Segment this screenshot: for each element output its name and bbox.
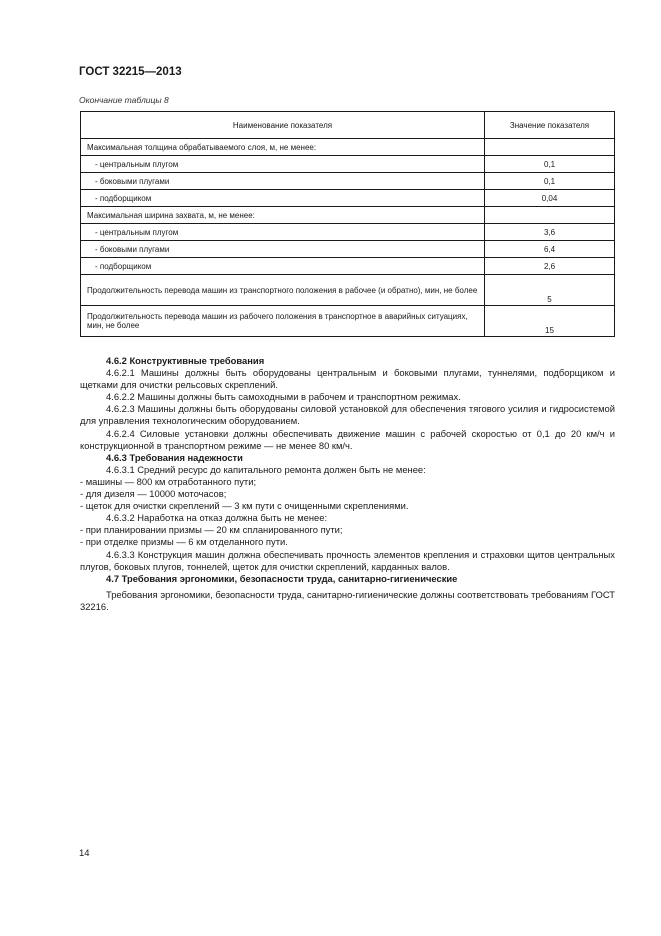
list-item: - машины — 800 км отработанного пути; <box>80 475 257 487</box>
row-name: Максимальная толщина обрабатываемого слоя, м, не менее: <box>81 139 485 156</box>
table-row <box>81 258 615 275</box>
list-item: - при отделке призмы — 6 км отделанного пути. <box>80 536 288 548</box>
column-header-name: Наименование показателя <box>81 112 485 139</box>
row-name: - подборщиком <box>81 258 485 275</box>
row-name: - боковыми плугами <box>81 173 485 190</box>
row-name: Максимальная ширина захвата, м, не менее: <box>81 207 485 224</box>
table-row <box>81 241 615 258</box>
list-item: - при планировании призмы — 20 км спланированного пути; <box>80 524 343 536</box>
row-value: 3,6 <box>485 224 615 241</box>
section-heading-4-7: 4.7 Требования эргономики, безопасности труда, санитарно-гигиенические <box>106 572 458 584</box>
row-value: 6,4 <box>485 241 615 258</box>
row-value <box>485 207 615 224</box>
page-number: 14 <box>79 848 90 859</box>
document-body <box>80 355 615 613</box>
paragraph-4-6-2-2: 4.6.2.2 Машины должны быть самоходными в рабочем и транспортном режимах. <box>106 391 461 403</box>
row-value: 0,1 <box>485 173 615 190</box>
paragraph-4-6-2-3: 4.6.2.3 Машины должны быть оборудованы силовой установкой для обеспечения тягового усилия и гидросистемой для управления технологическим оборудованием. <box>80 403 615 427</box>
table-row <box>81 173 615 190</box>
row-value <box>485 139 615 156</box>
table-row <box>81 207 615 224</box>
row-value: 0,04 <box>485 190 615 207</box>
row-value: 2,6 <box>485 258 615 275</box>
row-value: 0,1 <box>485 156 615 173</box>
column-header-value: Значение показателя <box>485 112 615 139</box>
row-value: 5 <box>485 275 615 306</box>
table-row <box>81 275 615 306</box>
paragraph-4-6-3-1: 4.6.3.1 Средний ресурс до капитального ремонта должен быть не менее: <box>106 463 426 475</box>
row-name: - центральным плугом <box>81 224 485 241</box>
list-item: - щеток для очистки скреплений — 3 км пути с очищенными скреплениями. <box>80 500 409 512</box>
section-heading-4-6-3: 4.6.3 Требования надежности <box>106 451 243 463</box>
row-name: Продолжительность перевода машин из рабочего положения в транспортное в аварийных ситуациях, мин, не более <box>81 306 485 337</box>
row-name: - боковыми плугами <box>81 241 485 258</box>
document-header-title: ГОСТ 32215—2013 <box>79 66 182 78</box>
paragraph-4-6-3-3: 4.6.3.3 Конструкция машин должна обеспечивать прочность элементов крепления и страховки щитов центральных плугов, боковых плугов, тоннелей, щеток для очистки скреплений, карданных валов. <box>80 548 615 572</box>
row-name: Продолжительность перевода машин из транспортного положения в рабочее (и обратно), мин, не более <box>81 275 485 306</box>
table-header-row <box>81 112 615 139</box>
table-row <box>81 156 615 173</box>
table-row <box>81 139 615 156</box>
paragraph-4-7: Требования эргономики, безопасности труда, санитарно-гигиенические должны соответствовать требованиям ГОСТ 32216. <box>80 588 615 612</box>
paragraph-4-6-2-1: 4.6.2.1 Машины должны быть оборудованы центральным и боковыми плугами, туннелями, подборщиком и щетками для очистки рельсовых скреплений. <box>80 367 615 391</box>
list-item: - для дизеля — 10000 моточасов; <box>80 488 227 500</box>
paragraph-4-6-2-4: 4.6.2.4 Силовые установки должны обеспечивать движение машин с рабочей скоростью от 0,1 до 20 км/ч и конструкционной в транспортном режиме — не менее 80 км/ч. <box>80 427 615 451</box>
row-name: - подборщиком <box>81 190 485 207</box>
row-name: - центральным плугом <box>81 156 485 173</box>
section-heading-4-6-2: 4.6.2 Конструктивные требования <box>106 355 265 366</box>
table-caption: Окончание таблицы 8 <box>79 95 169 105</box>
table-row <box>81 306 615 337</box>
table-row <box>81 190 615 207</box>
row-value: 15 <box>485 306 615 337</box>
table-row <box>81 224 615 241</box>
paragraph-4-6-3-2: 4.6.3.2 Наработка на отказ должна быть не менее: <box>106 512 328 524</box>
specs-table <box>80 111 615 337</box>
